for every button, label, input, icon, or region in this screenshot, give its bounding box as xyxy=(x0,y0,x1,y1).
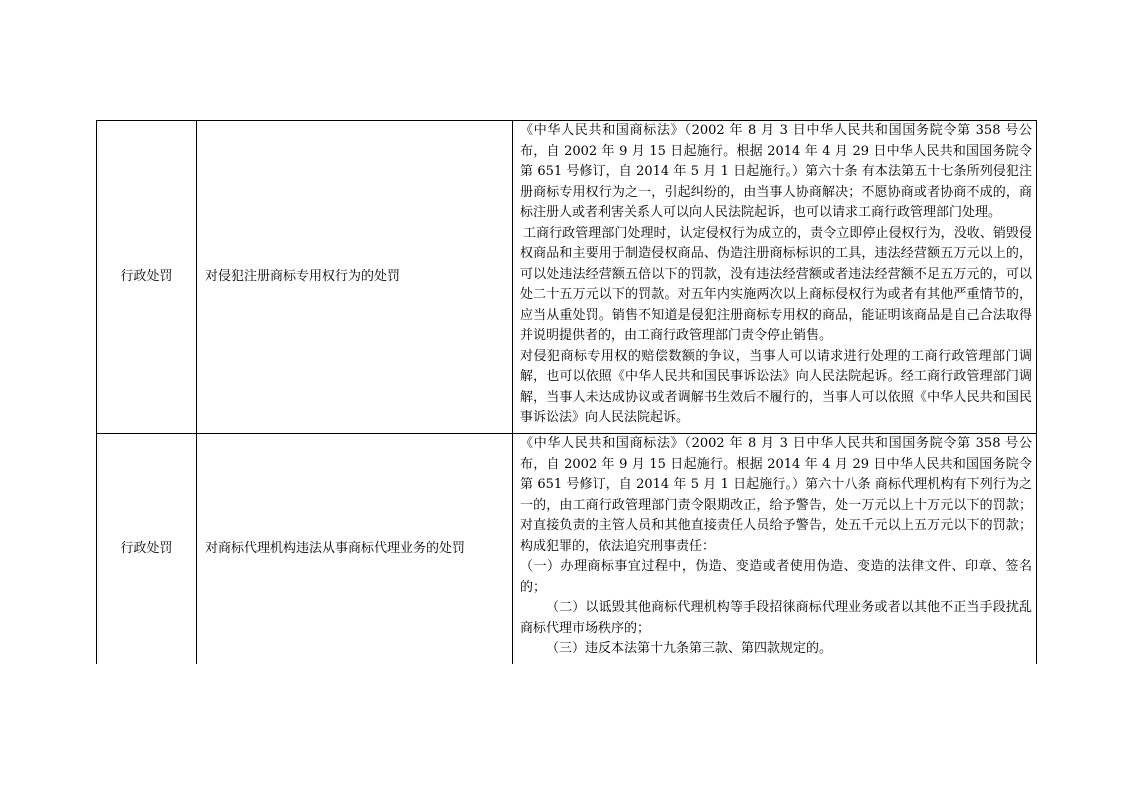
basis-paragraph: 《中华人民共和国商标法》（2002 年 8 月 3 日中华人民共和国国务院令第 358 号公布，自 2002 年 9 月 15 日起施行。根据 2014 年 4 月 29 日中华人民共和国国务院令第 651 号修订，自 2014 年 5 月 1 日起施行。）第六十条 有本法第五十七条所列侵犯注册商标专用权行为之一，引起纠纷的，由当事人协商解决；不愿协商或者协商不成的，商标注册人或者利害关系人可以向人民法院起诉，也可以请求工商行政管理部门处理。 xyxy=(520,123,1032,220)
category-cell: 行政处罚 xyxy=(97,121,197,434)
basis-paragraph: （三）违反本法第十九条第三款、第四款规定的。 xyxy=(546,641,833,656)
table-row xyxy=(97,434,1037,664)
basis-paragraph: 《中华人民共和国商标法》（2002 年 8 月 3 日中华人民共和国国务院令第 358 号公布，自 2002 年 9 月 15 日起施行。根据 2014 年 4 月 29 日中华人民共和国国务院令第 651 号修订，自 2014 年 5 月 1 日起施行。）第六十八条 商标代理机构有下列行为之一的，由工商行政管理部门责令限期改正，给予警告，处一万元以上十万元以下的罚款；对直接负责的主管人员和其他直接责任人员给予警告，处五千元以上五万元以下的罚款；构成犯罪的，依法追究刑事责任： xyxy=(520,436,1032,554)
basis-paragraph: （二）以诋毁其他商标代理机构等手段招徕商标代理业务或者以其他不正当手段扰乱商标代理市场秩序的； xyxy=(520,600,1032,636)
table-row xyxy=(97,121,1037,434)
item-cell: 对商标代理机构违法从事商标代理业务的处罚 xyxy=(197,434,513,664)
basis-paragraph: 工商行政管理部门处理时，认定侵权行为成立的，责令立即停止侵权行为，没收、销毁侵权商品和主要用于制造侵权商品、伪造注册商标标识的工具，违法经营额五万元以上的，可以处违法经营额五倍以下的罚款，没有违法经营额或者违法经营额不足五万元的，可以处二十五万元以下的罚款。对五年内实施两次以上商标侵权行为或者有其他严重情节的，应当从重处罚。销售不知道是侵犯注册商标专用权的商品，能证明该商品是自己合法取得并说明提供者的，由工商行政管理部门责令停止销售。 xyxy=(520,225,1032,343)
penalty-table xyxy=(96,120,1037,664)
basis-paragraph: （一）办理商标事宜过程中，伪造、变造或者使用伪造、变造的法律文件、印章、签名的； xyxy=(520,559,1032,595)
basis-cell xyxy=(513,121,1037,434)
basis-cell xyxy=(513,434,1037,664)
item-cell: 对侵犯注册商标专用权行为的处罚 xyxy=(197,121,513,434)
basis-paragraph: 对侵犯商标专用权的赔偿数额的争议，当事人可以请求进行处理的工商行政管理部门调解，也可以依照《中华人民共和国民事诉讼法》向人民法院起诉。经工商行政管理部门调解，当事人未达成协议或者调解书生效后不履行的，当事人可以依照《中华人民共和国民事诉讼法》向人民法院起诉。 xyxy=(520,348,1032,425)
category-cell: 行政处罚 xyxy=(97,434,197,664)
